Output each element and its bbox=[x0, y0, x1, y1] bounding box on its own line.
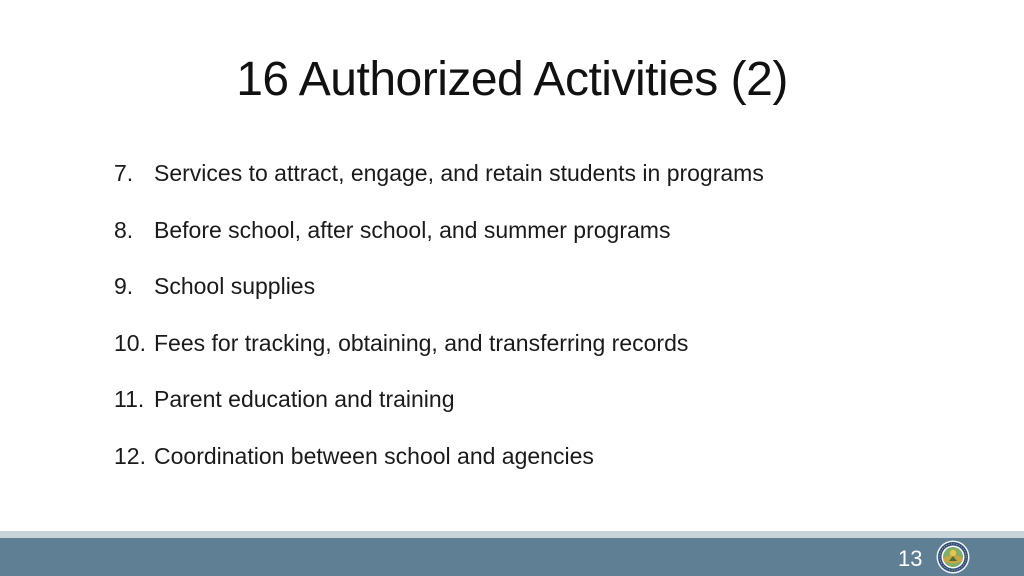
department-seal-icon bbox=[936, 540, 970, 574]
list-item-number: 7. bbox=[114, 160, 134, 186]
list-item bbox=[114, 386, 764, 443]
slide-title: 16 Authorized Activities (2) bbox=[236, 53, 788, 106]
list-item-text: Services to attract, engage, and retain students in programs bbox=[154, 160, 764, 186]
list-item-text: Coordination between school and agencies bbox=[154, 442, 594, 469]
activity-list bbox=[114, 160, 764, 499]
list-item-text: Parent education and training bbox=[154, 386, 455, 412]
list-item-text: Before school, after school, and summer programs bbox=[154, 216, 671, 243]
list-item bbox=[114, 160, 764, 217]
list-item-number: 12. bbox=[114, 442, 146, 469]
list-item bbox=[114, 217, 764, 274]
list-item-number: 8. bbox=[114, 216, 134, 243]
page-number: 13 bbox=[898, 546, 923, 571]
footer-accent-line bbox=[0, 531, 1024, 538]
list-item-text: School supplies bbox=[154, 273, 316, 299]
list-item-number: 9. bbox=[114, 273, 134, 299]
list-item bbox=[114, 273, 764, 330]
list-item-text: Fees for tracking, obtaining, and transferring records bbox=[154, 329, 689, 356]
list-item-number: 10. bbox=[114, 329, 146, 356]
footer-bar bbox=[0, 538, 1024, 576]
list-item-number: 11. bbox=[114, 386, 145, 412]
list-item bbox=[114, 330, 764, 387]
list-item bbox=[114, 443, 764, 500]
